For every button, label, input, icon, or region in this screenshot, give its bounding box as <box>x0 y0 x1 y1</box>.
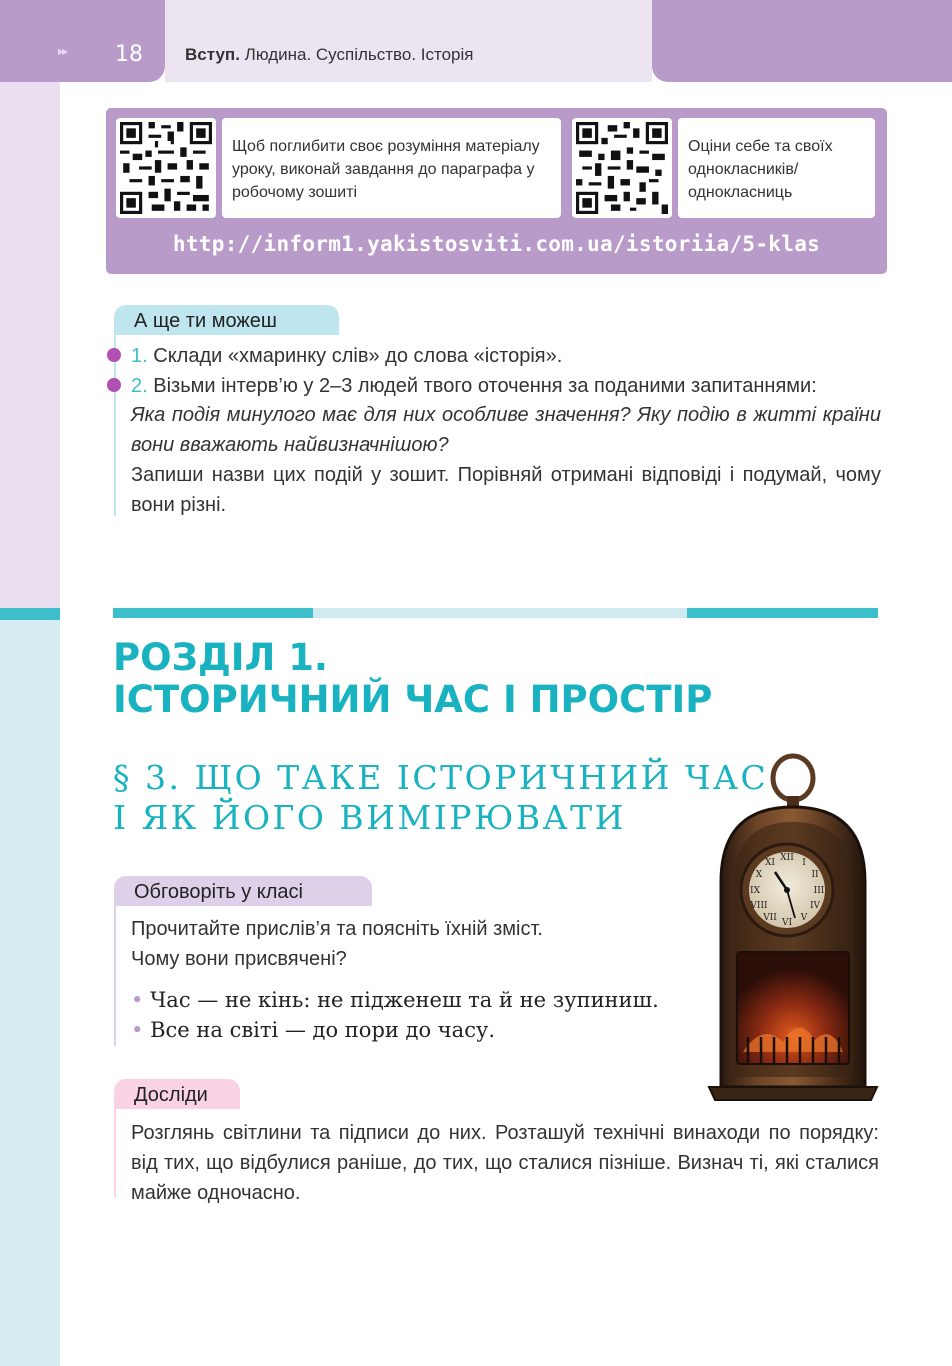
discuss-side-line <box>114 906 116 1046</box>
svg-text:III: III <box>813 886 825 896</box>
qr-code-right-box[interactable] <box>572 118 672 218</box>
qr-code-left-box[interactable] <box>116 118 216 218</box>
running-header-bold: Вступ. <box>185 45 240 64</box>
extra-task-1 <box>131 341 881 371</box>
paragraph-title <box>113 758 768 838</box>
svg-text:X: X <box>755 870 763 880</box>
mantel-clock-image <box>703 752 883 1102</box>
qr-left-caption-box <box>222 118 561 218</box>
svg-text:II: II <box>811 870 819 880</box>
chapter-title-line1: РОЗДІЛ 1. <box>113 636 328 679</box>
double-arrow-icon: ▸▸ <box>58 44 67 58</box>
discuss-tab: Обговоріть у класі <box>114 876 372 906</box>
qr-right-caption-box <box>678 118 875 218</box>
bullet-dot <box>107 378 121 392</box>
qr-right-caption: Оціни себе та своїх однокласників/ однокласниць <box>688 138 833 201</box>
research-side-line <box>114 1109 116 1197</box>
svg-text:VIII: VIII <box>750 901 768 911</box>
svg-text:IV: IV <box>809 901 821 911</box>
extra-tasks-side-line <box>114 335 116 516</box>
extra-task-2-tail: Запиши назви цих подій у зошит. Порівняй отримані відповіді і подумай, чому вони різні. <box>131 464 881 516</box>
svg-text:V: V <box>800 913 808 923</box>
bullet-dot: • <box>131 988 144 1012</box>
left-margin-teal-stripe <box>0 608 60 620</box>
task-number: 2. <box>131 375 148 397</box>
task-text: Візьми інтерв’ю у 2–3 людей твого оточення за поданими запитаннями: <box>153 375 817 397</box>
svg-text:XI: XI <box>765 858 775 868</box>
resource-url-link[interactable]: http://inform1.yakistosviti.com.ua/istoriia/5-klas <box>172 232 821 256</box>
research-text: Розглянь світлини та підписи до них. Розташуй технічні винаходи по порядку: від тих, що відбулися раніше, до тих, що сталися пізніше. Визнач ті, які сталися майже одночасно. <box>131 1122 879 1204</box>
qr-code-icon[interactable] <box>120 122 212 214</box>
paragraph-title-line1: § 3. ЩО ТАКЕ ІСТОРИЧНИЙ ЧАС <box>113 758 769 797</box>
extra-task-2-questions: Яка подія минулого має для них особливе значення? Яку подію в житті країни вони вважають найвизначнішою? <box>131 404 881 456</box>
proverb-text: Все на світі — до пори до часу. <box>150 1018 495 1042</box>
running-header-rest: Людина. Суспільство. Історія <box>239 45 474 64</box>
bullet-dot: • <box>131 1018 144 1042</box>
running-header-title <box>185 45 473 65</box>
discuss-instruction-1: Прочитайте прислів’я та поясніть їхній зміст. <box>131 918 543 940</box>
chapter-title <box>113 637 712 721</box>
header-page-tab <box>0 0 165 82</box>
svg-text:I: I <box>802 858 806 868</box>
left-margin-band-top <box>0 0 60 608</box>
svg-text:IX: IX <box>750 886 760 896</box>
section-divider-left <box>113 608 313 618</box>
page-number: 18 <box>115 42 143 67</box>
discuss-instruction-2: Чому вони присвячені? <box>131 948 347 970</box>
section-divider-middle <box>313 608 687 618</box>
proverb-item <box>131 985 659 1015</box>
task-text: Склади «хмаринку слів» до слова «історія». <box>153 345 563 367</box>
svg-text:VI: VI <box>781 918 793 928</box>
proverb-text: Час — не кінь: не підженеш та й не зупиниш. <box>150 988 659 1012</box>
header-right-tab <box>652 0 952 82</box>
header-band <box>165 0 652 82</box>
research-tab: Досліди <box>114 1079 240 1109</box>
chapter-title-line2: ІСТОРИЧНИЙ ЧАС І ПРОСТІР <box>113 678 713 721</box>
proverb-item <box>131 1015 495 1045</box>
paragraph-title-line2: І ЯК ЙОГО ВИМІРЮВАТИ <box>113 798 626 837</box>
extra-task-2 <box>131 371 881 401</box>
svg-text:VII: VII <box>763 913 777 923</box>
task-number: 1. <box>131 345 148 367</box>
bullet-dot <box>107 348 121 362</box>
extra-tasks-tab: А ще ти можеш <box>114 305 339 335</box>
section-divider-right <box>687 608 878 618</box>
qr-code-icon[interactable] <box>576 122 668 214</box>
left-margin-band-bottom <box>0 608 60 1366</box>
qr-left-caption: Щоб поглибити своє розуміння матеріалу уроку, виконай завдання до параграфа у робочому зошиті <box>232 138 540 201</box>
svg-text:XII: XII <box>780 853 794 863</box>
